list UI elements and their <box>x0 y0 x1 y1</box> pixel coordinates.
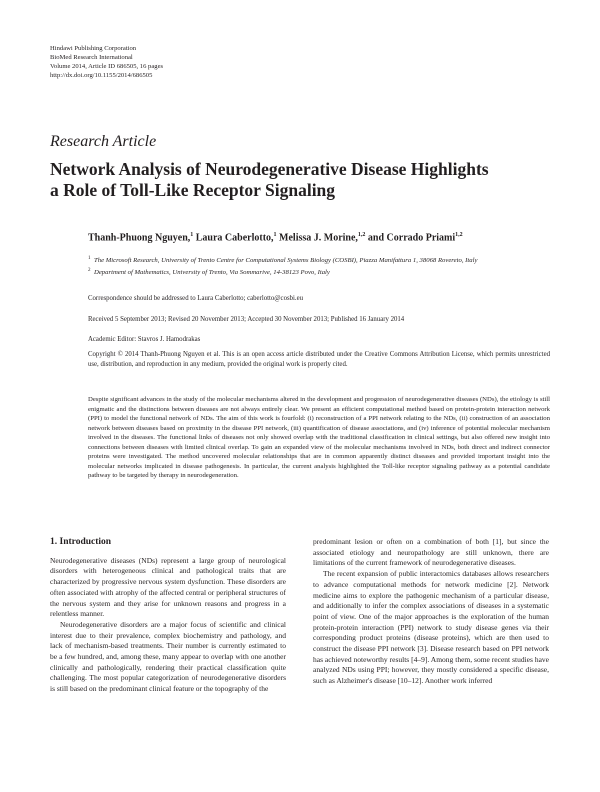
affiliation-text: Department of Mathematics, University of Trento, Via Sommarive, 14-38123 Povo, Italy <box>94 268 330 276</box>
title-line-2: a Role of Toll-Like Receptor Signaling <box>50 180 336 200</box>
affiliation-number: 2 <box>88 267 91 273</box>
paragraph: Neurodegenerative diseases (NDs) represent a large group of neurological disorders with heterogeneous clinical and pathological traits that are characterized by progressive nervous system dysfunction. These disorders are often associated with atrophy of the affected central or peripheral structures of the nervous system and they arise for unknown reasons and progress in a relentless manner. <box>50 555 286 619</box>
affiliations <box>88 256 518 277</box>
affiliation-item <box>88 256 518 266</box>
affiliation-text: The Microsoft Research, University of Trento Centre for Computational Systems Biology (COSBI), Piazza Manifattura 1, 38068 Rovereto, Italy <box>94 257 478 264</box>
paragraph: predominant lesion or often on a combination of both [1], but since the associated etiology and neuropathology are still unknown, there are limitations of the current framework of neurodegenerative diseases. <box>313 537 549 568</box>
article-title <box>50 159 550 201</box>
publisher-line: Hindawi Publishing Corporation <box>50 45 137 52</box>
author-affil-mark: 1 <box>273 232 277 238</box>
author-affil-mark: 1,2 <box>357 232 366 238</box>
copyright-notice: Copyright © 2014 Thanh-Phuong Nguyen et al. This is an open access article distributed under the Creative Commons Attribution License, which permits unrestricted use, distribution, and reproduction in any medium, provided the original work is properly cited. <box>88 351 550 368</box>
dates-line: Received 5 September 2013; Revised 20 November 2013; Accepted 30 November 2013; Published 16 January 2014 <box>88 316 405 323</box>
academic-editor-line: Academic Editor: Stavros J. Hamodrakas <box>88 336 201 343</box>
author-name: Melissa J. Morine, <box>276 232 358 244</box>
journal-line: BioMed Research International <box>50 54 133 61</box>
abstract: Despite significant advances in the study of the molecular mechanisms altered in the development and progression of neurodegenerative diseases (NDs), the etiology is still enigmatic and the distinctions between diseases are not always entirely clear. We present an efficient computational method based on protein-protein interaction network (PPI) to model the functional network of NDs. The aim of this work is fourfold: (i) reconstruction of a PPI network relating to the NDs, (ii) construction of an association network between diseases based on proximity in the disease PPI network, (iii) quantification of disease associations, and (iv) inference of potential molecular mechanism involved in the diseases. The functional links of diseases not only showed overlap with the traditional classification in clinical settings, but also offered new insight into connections between diseases with limited clinical overlap. To gain an expanded view of the molecular mechanisms involved in NDs, both direct and indirect connector proteins were investigated. The method uncovered molecular relationships that are in common apparently distinct diseases and provided important insight into the molecular networks implicated in disease pathogenesis. In particular, the current analysis highlighted the Toll-like receptor signaling pathway as a potential candidate pathway to be targeted by therapy in neurodegeneration. <box>88 396 550 479</box>
affiliation-item <box>88 268 518 278</box>
author-name: Thanh-Phuong Nguyen, <box>88 232 191 244</box>
affiliation-number: 1 <box>88 256 91 261</box>
title-line-1: Network Analysis of Neurodegenerative Disease Highlights <box>50 159 489 179</box>
volume-line: Volume 2014, Article ID 686505, 16 pages <box>50 63 164 70</box>
journal-header <box>50 44 163 80</box>
paragraph: The recent expansion of public interactomics databases allows researchers to advance computational methods for network medicine [2]. Network medicine aims to explore the pathogenic mechanism of a particular disease, and additionally to infer the complex associations of diseases in a systematic point of view. One of the major approaches is the exploration of the human protein-protein interaction (PPI) network to study disease genes via their corresponding product proteins (disease proteins), which are then used to construct the disease PPI network [3]. Disease research based on PPI network has achieved noteworthy results [4–9]. Among them, some recent studies have analyzed NDs using PPI; however, they mostly considered a specific disease, such as Alzheimer's disease [10–12]. Another work inferred <box>313 569 549 686</box>
article-type: Research Article <box>50 133 157 150</box>
author-list <box>88 232 463 243</box>
correspondence-line: Correspondence should be addressed to Laura Caberlotto; caberlotto@cosbi.eu <box>88 295 304 302</box>
author-name: and Corrado Priami <box>365 232 456 244</box>
doi-line: http://dx.doi.org/10.1155/2014/686505 <box>50 72 153 79</box>
author-affil-mark: 1,2 <box>455 232 463 238</box>
paragraph: Neurodegenerative disorders are a major focus of scientific and clinical interest due to their prevalence, complex biochemistry and pathology, and lack of mechanism-based treatments. Their number is currently estimated to be a few hundred, and, among these, many appear to overlap with one another clinically and pathologically, rendering their practical classification quite challenging. The most popular categorization of neurodegenerative disorders is still based on the predominant clinical feature or the topography of the <box>50 619 286 694</box>
author-name: Laura Caberlotto, <box>193 232 274 244</box>
left-column <box>50 537 286 695</box>
section-heading: 1. Introduction <box>50 537 112 547</box>
right-column <box>313 537 549 687</box>
author-affil-mark: 1 <box>190 232 194 238</box>
